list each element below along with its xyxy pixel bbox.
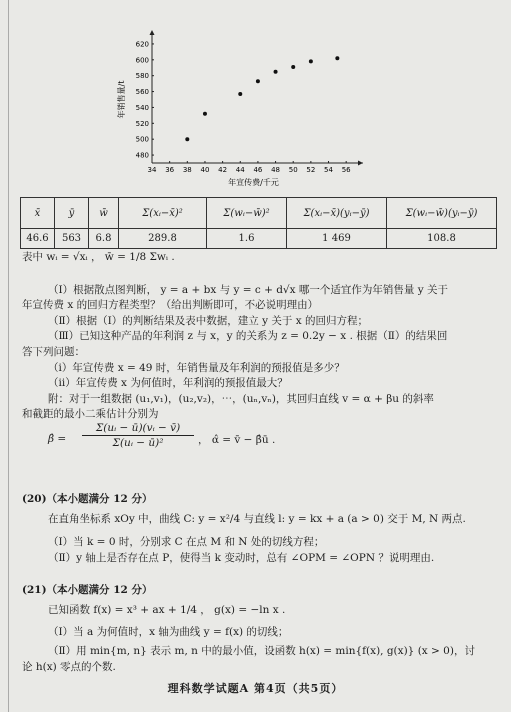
page-footer: 理科数学试题A 第4页（共5页） bbox=[167, 682, 344, 695]
x-axis-label: 年宣传费/千元 bbox=[228, 178, 279, 187]
y-tick-label: 480 bbox=[135, 151, 149, 160]
table-header-cell: Σ(wᵢ−w̄)(yᵢ−ȳ) bbox=[387, 198, 497, 229]
question-19-part-3: （Ⅲ）已知这种产品的年利润 z 与 x，y 的关系为 z = 0.2y − x . 根据（Ⅱ）的结果回 bbox=[48, 330, 448, 342]
y-tick-label: 540 bbox=[135, 103, 149, 112]
y-axis-arrow bbox=[150, 30, 155, 35]
y-tick-label: 600 bbox=[135, 56, 149, 65]
beta-fraction bbox=[82, 422, 194, 449]
x-tick-label: 36 bbox=[165, 166, 175, 174]
table-header-cell: w̄ bbox=[89, 198, 119, 229]
x-tick-label: 50 bbox=[288, 166, 298, 174]
question-19-part-2: （Ⅱ）根据（Ⅰ）的判断结果及表中数据，建立 y 关于 x 的回归方程； bbox=[48, 315, 368, 327]
fraction-bar bbox=[82, 435, 194, 436]
y-tick-label: 500 bbox=[135, 135, 149, 144]
table-header-cell: Σ(xᵢ−x̄)² bbox=[119, 198, 207, 229]
x-tick-label: 44 bbox=[235, 166, 245, 174]
y-axis-label: 年销售量/t bbox=[117, 80, 126, 119]
question-20-stem: 在直角坐标系 xOy 中，曲线 C: y = x²/4 与直线 l: y = kx + a (a > 0) 交于 M, N 两点. bbox=[48, 513, 466, 525]
alpha-hat-formula: ， α̂ = v̄ − β̂ū . bbox=[198, 434, 276, 446]
data-point bbox=[185, 137, 189, 141]
table-row bbox=[21, 229, 497, 249]
beta-hat-label: β̂ = bbox=[48, 433, 67, 445]
question-20-part-2: （Ⅱ）y 轴上是否存在点 P，使得当 k 变动时，总有 ∠OPM = ∠OPN ？说明理由. bbox=[48, 552, 435, 564]
least-squares-formula bbox=[48, 417, 298, 473]
question-21-part-2: （Ⅱ）用 min{m, n} 表示 m, n 中的最小值，设函数 h(x) = min{f(x), g(x)} (x > 0)，讨 bbox=[48, 645, 475, 657]
x-tick-label: 34 bbox=[147, 166, 157, 174]
question-21-part-2-cont: 论 h(x) 零点的个数. bbox=[22, 661, 116, 673]
table-cell: 1.6 bbox=[207, 229, 287, 249]
table-cell: 1 469 bbox=[287, 229, 387, 249]
data-point bbox=[274, 70, 278, 74]
data-point bbox=[238, 92, 242, 96]
beta-numerator: Σ(uᵢ − ū)(vᵢ − v̄) bbox=[95, 422, 181, 434]
x-tick-label: 48 bbox=[271, 166, 281, 174]
statistics-table bbox=[20, 197, 497, 249]
table-cell: 289.8 bbox=[119, 229, 207, 249]
table-header-cell: x̄ bbox=[21, 198, 55, 229]
question-21-stem: 已知函数 f(x) = x³ + ax + 1/4 ， g(x) = −ln x . bbox=[48, 604, 286, 616]
question-19-part-1: （Ⅰ）根据散点图判断， y = a + bx 与 y = c + d√x 哪一个适宜作为年销售量 y 关于 bbox=[48, 284, 448, 296]
x-tick-label: 52 bbox=[306, 166, 316, 174]
scatter-chart bbox=[110, 28, 370, 198]
x-tick-label: 40 bbox=[200, 166, 210, 174]
y-tick-label: 620 bbox=[135, 40, 149, 49]
table-cell: 563 bbox=[55, 229, 89, 249]
table-note: 表中 wᵢ = √xᵢ ， w̄ = 1/8 Σwᵢ . bbox=[22, 251, 175, 263]
question-20-part-1: （Ⅰ）当 k = 0 时，分别求 C 在点 M 和 N 处的切线方程； bbox=[48, 536, 325, 548]
y-tick-label: 560 bbox=[135, 88, 149, 97]
x-tick-label: 56 bbox=[341, 166, 351, 174]
table-cell: 46.6 bbox=[21, 229, 55, 249]
question-21-title: (21)（本小题满分 12 分） bbox=[22, 584, 153, 596]
question-19-part-3-cont: 答下列问题： bbox=[22, 346, 85, 358]
appendix-note-cont: 和截距的最小二乘估计分别为 bbox=[22, 408, 159, 420]
binding-margin-line bbox=[8, 0, 9, 712]
question-19-part-1-cont: 年宣传费 x 的回归方程类型？（给出判断即可，不必说明理由） bbox=[22, 299, 319, 311]
question-20-title: (20)（本小题满分 12 分） bbox=[22, 493, 153, 505]
x-tick-label: 38 bbox=[182, 166, 192, 174]
data-point bbox=[291, 65, 295, 69]
x-tick-label: 46 bbox=[253, 166, 263, 174]
table-cell: 6.8 bbox=[89, 229, 119, 249]
table-header-cell: Σ(wᵢ−w̄)² bbox=[207, 198, 287, 229]
beta-denominator: Σ(uᵢ − ū)² bbox=[112, 437, 164, 449]
question-19-sub-ii: （ⅱ）年宣传费 x 为何值时，年利润的预报值最大？ bbox=[48, 377, 288, 389]
question-21-part-1: （Ⅰ）当 a 为何值时，x 轴为曲线 y = f(x) 的切线； bbox=[48, 626, 289, 638]
table-header-row bbox=[21, 198, 497, 229]
x-axis-arrow bbox=[358, 161, 363, 166]
table-header-cell: ȳ bbox=[55, 198, 89, 229]
appendix-note: 附：对于一组数据 (u₁,v₁)，(u₂,v₂)，⋯，(uₙ,vₙ)，其回归直线 v = α + βu 的斜率 bbox=[48, 393, 434, 405]
x-tick-label: 54 bbox=[324, 166, 333, 174]
data-point bbox=[309, 59, 313, 63]
data-point bbox=[256, 79, 260, 83]
data-point bbox=[335, 56, 339, 60]
x-tick-label: 42 bbox=[218, 166, 228, 174]
scatter-plot-svg bbox=[110, 28, 370, 198]
table-header-cell: Σ(xᵢ−x̄)(yᵢ−ȳ) bbox=[287, 198, 387, 229]
y-tick-label: 580 bbox=[135, 72, 149, 81]
data-point bbox=[203, 112, 207, 116]
question-19-sub-i: （ⅰ）年宣传费 x = 49 时，年销售量及年利润的预报值是多少？ bbox=[48, 362, 345, 374]
table-cell: 108.8 bbox=[387, 229, 497, 249]
y-tick-label: 520 bbox=[135, 119, 149, 128]
